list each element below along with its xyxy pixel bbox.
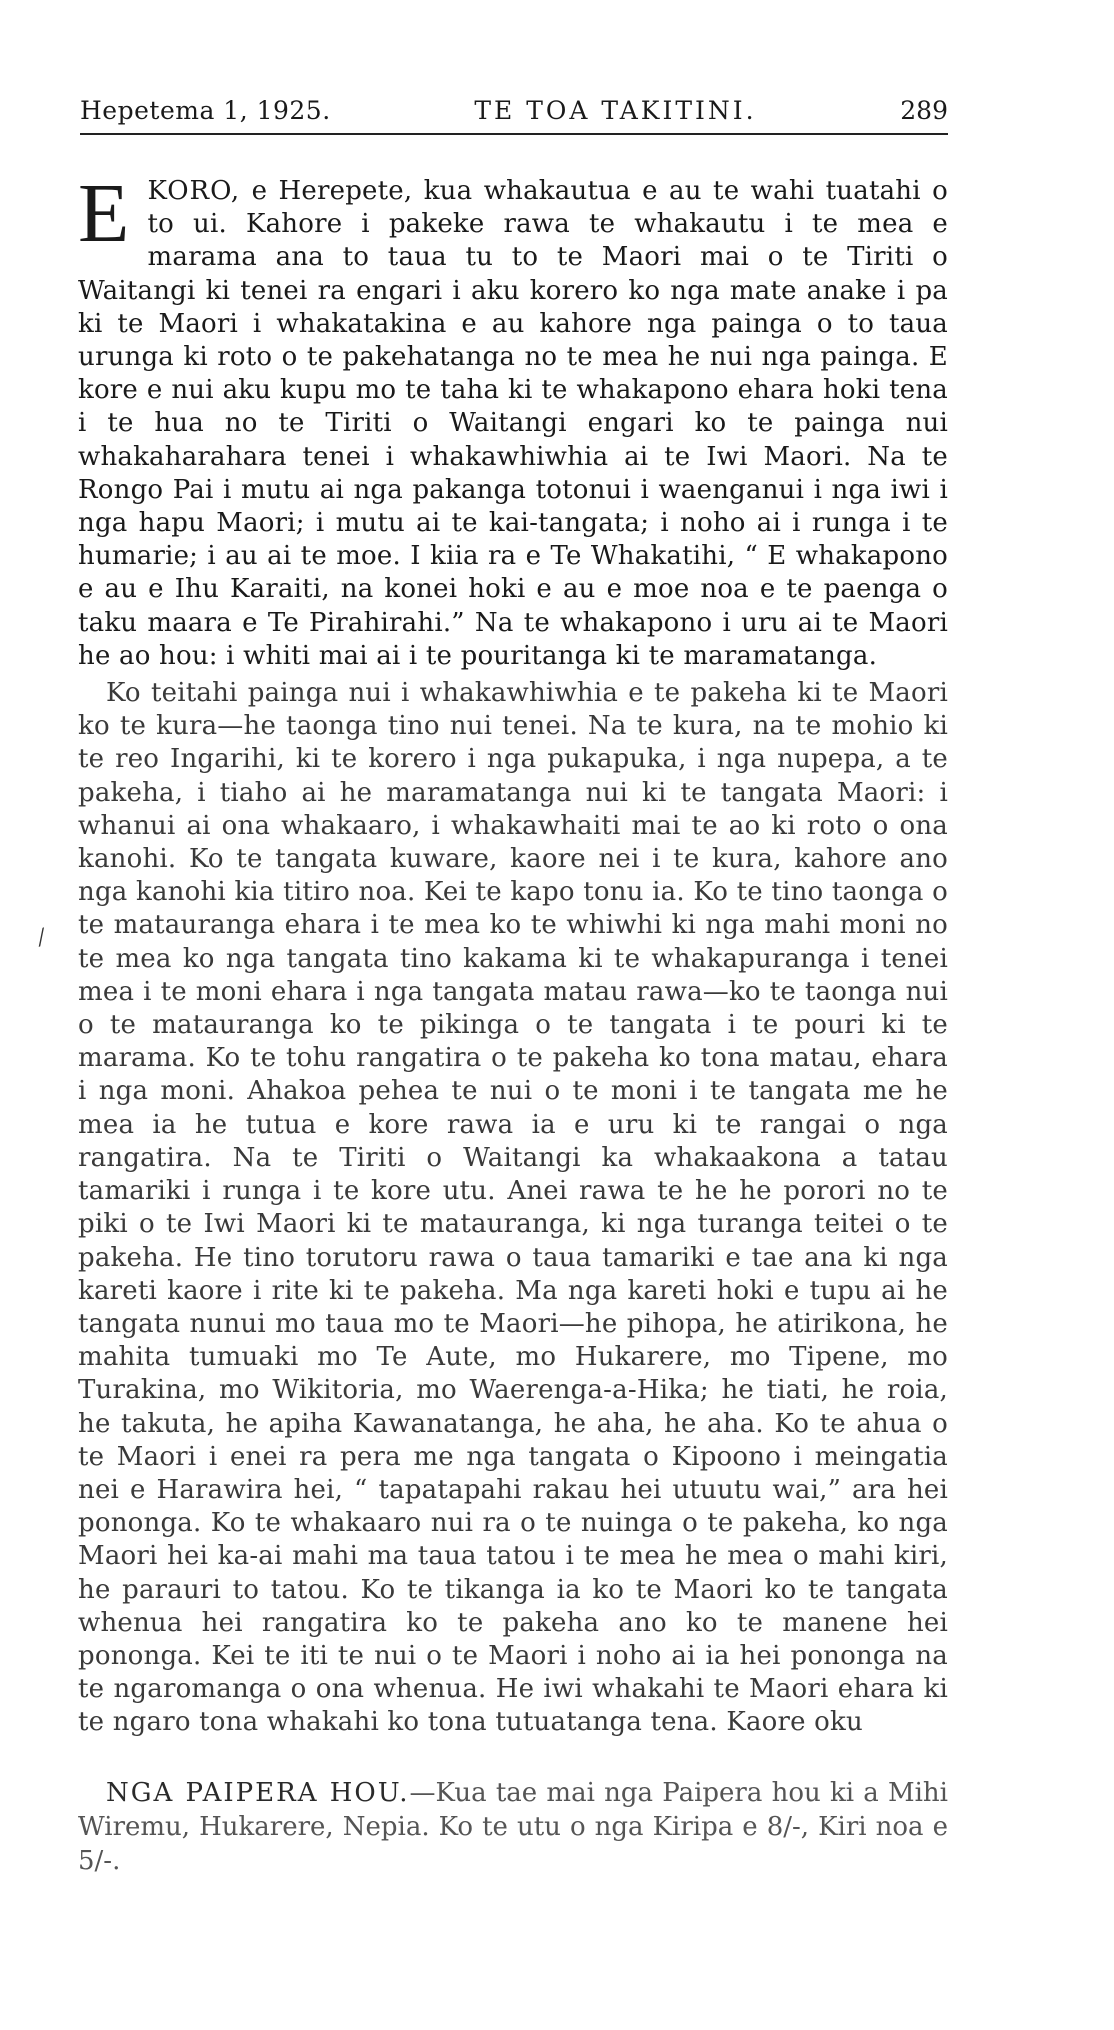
drop-cap-letter: E	[78, 167, 130, 260]
running-head	[80, 96, 948, 135]
paragraph-1-text: e Herepete, kua whakautua e au te wahi tuatahi o to ui. Kahore i pakeke rawa te whakautu i te mea e marama ana to taua tu to te Maori mai o te Tiriti o Waitangi ki tenei ra engari i aku korero ko nga mate anake i pa ki te Maori i whakatakina e au kahore nga painga o to taua urunga ki roto o te pakehatanga no te mea he nui nga painga. E kore e nui aku kupu mo te taha ki te whakapono ehara hoki tena i te hua no te Tiriti o Waitangi engari ko te painga nui whakaharahara tenei i whakawhiwhia ai te Iwi Maori. Na te Rongo Pai i mutu ai nga pakanga totonui i waenganui i nga iwi i nga hapu Maori; i mutu ai te kai-tangata; i noho ai i runga i te humarie; i au ai te moe. I kiia ra e Te Whakatihi, “ E whakapono e au e Ihu Karaiti, na konei hoki e au e moe noa e te paenga o taku maara e Te Pirahirahi.” Na te whakapono i uru ai te Maori he ao hou: i whiti mai ai i te pouritanga ki te maramatanga.	[78, 176, 948, 671]
page-number: 289	[900, 96, 948, 125]
notice-new-bibles	[78, 1776, 948, 1878]
notice-text: —Kua tae mai nga Paipera hou ki a Mihi Wiremu, Hukarere, Nepia. Ko te utu o nga Kiripa e 8/-, Kiri noa e 5/-.	[78, 1777, 948, 1876]
newspaper-page	[35, 96, 948, 1878]
margin-pencil-mark: ⁄	[35, 926, 48, 951]
lead-in-word: KORO,	[147, 176, 241, 206]
notice-heading: NGA PAIPERA HOU.	[106, 1777, 410, 1808]
article-body	[78, 167, 948, 1740]
issue-date: Hepetema 1, 1925.	[80, 96, 331, 125]
article-paragraph-1	[78, 167, 948, 673]
publication-title: TE TOA TAKITINI.	[474, 96, 757, 125]
article-paragraph-2: Ko teitahi painga nui i whakawhiwhia e te pakeha ki te Maori ko te kura—he taonga tino nui tenei. Na te kura, na te mohio ki te reo Ingarihi, ki te korero i nga pukapuka, i nga nupepa, a te pakeha, i tiaho ai he maramatanga nui ki te tangata Maori: i whanui ai ona whakaaro, i whakawhaiti mai te ao ki roto o ona kanohi. Ko te tangata kuware, kaore nei i te kura, kahore ano nga kanohi kia titiro noa. Kei te kapo tonu ia. Ko te tino taonga o te matauranga ehara i te mea ko te whiwhi ki nga mahi moni no te mea ko nga tangata tino kakama ki te whakapuranga i tenei mea i te moni ehara i nga tangata matau rawa—ko te taonga nui o te matauranga ko te pikinga o te tangata i te pouri ki te marama. Ko te tohu rangatira o te pakeha ko tona matau, ehara i nga moni. Ahakoa pehea te nui o te moni i te tangata me he mea ia he tutua e kore rawa ia e uru ki te rangai o nga rangatira. Na te Tiriti o Waitangi ka whakaakona a tatau tamariki i runga i te kore utu. Anei rawa te he he porori no te piki o te Iwi Maori ki te matauranga, ki nga turanga teitei o te pakeha. He tino torutoru rawa o taua tamariki e tae ana ki nga kareti kaore i rite ki te pakeha. Ma nga kareti hoki e tupu ai he tangata nunui mo taua mo te Maori—he pihopa, he atirikona, he mahita tumuaki mo Te Aute, mo Hukarere, mo Tipene, mo Turakina, mo Wikitoria, mo Waerenga-a-Hika; he tiati, he roia, he takuta, he apiha Kawanatanga, he aha, he aha. Ko te ahua o te Maori i enei ra pera me nga tangata o Kipoono i meingatia nei e Harawira hei, “ tapatapahi rakau hei utuutu wai,” ara hei pononga. Ko te whakaaro nui ra o te nuinga o te pakeha, ko nga Maori hei ka-ai mahi ma taua tatou i te mea he mea o mahi kiri, he parauri to tatou. Ko te tikanga ia ko te Maori ko te tangata whenua hei rangatira ko te pakeha ano ko te manene hei pononga. Kei te iti te nui o te Maori i noho ai ia hei pononga na te ngaromanga o ona whenua. He iwi whakahi te Maori ehara ki te ngaro tona whakahi ko tona tutuatanga tena. Kaore oku	[78, 678, 948, 1738]
